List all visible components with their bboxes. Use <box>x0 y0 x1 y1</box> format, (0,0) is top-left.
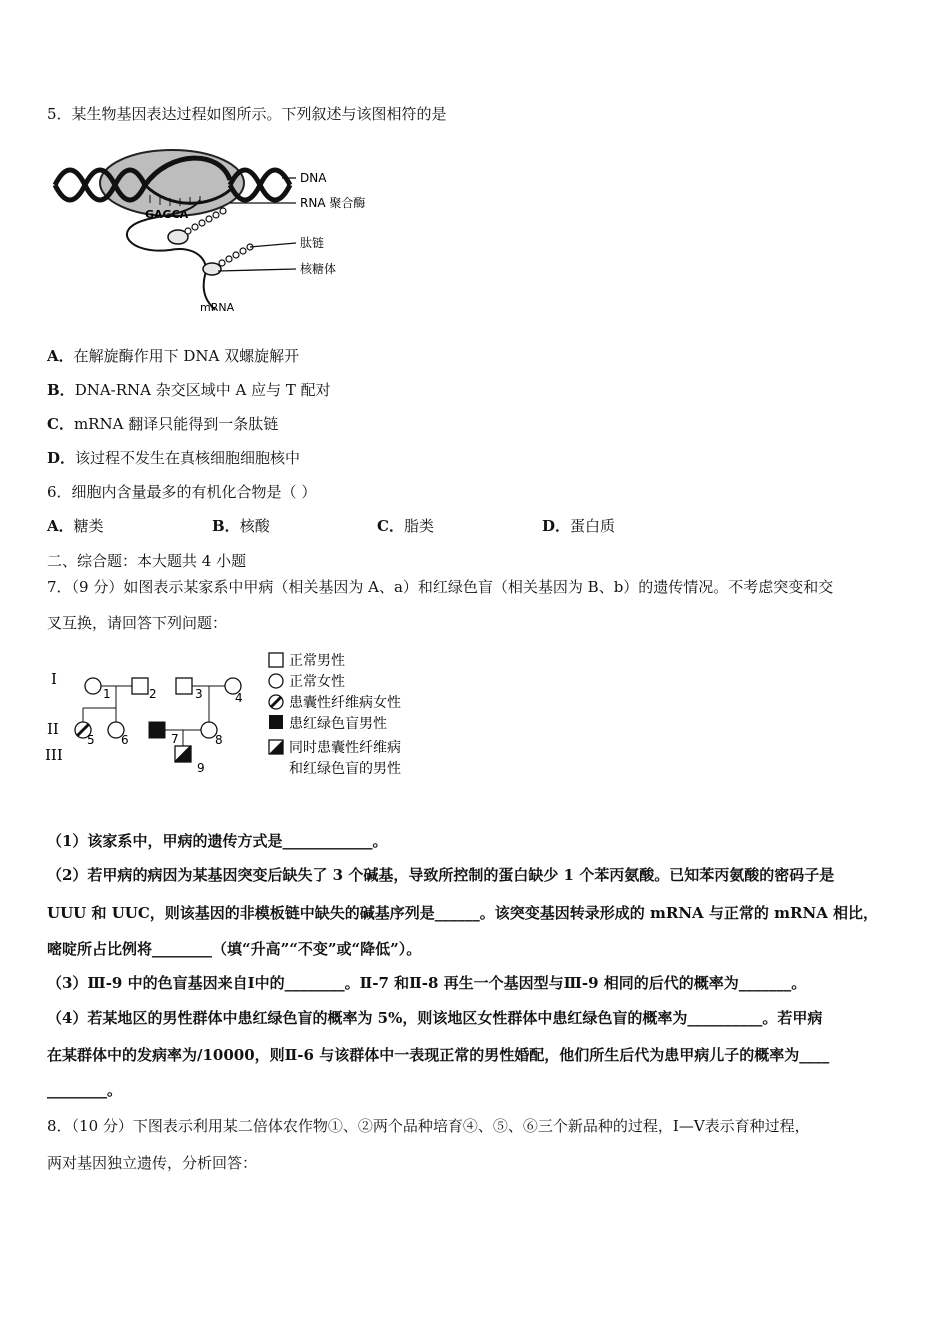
q7-sub2-line2: UUU 和 UUC，则该基因的非模板链中缺失的碱基序列是______。该突变基因转录形成的 mRNA 与正常的 mRNA 相比， <box>47 904 879 922</box>
gene-expression-figure <box>50 145 390 320</box>
person-2 <box>132 678 148 694</box>
label-mrna: mRNA <box>200 301 235 314</box>
q6-option-a[interactable]: A．糖类 <box>47 517 104 535</box>
id-1: 1 <box>103 687 111 701</box>
section2-heading: 二、综合题：本大题共 4 小题 <box>47 552 247 570</box>
label-rna-polymerase: RNA 聚合酶 <box>300 196 366 210</box>
legend-normal-female: 正常女性 <box>289 674 345 690</box>
q5-stem: 5．某生物基因表达过程如图所示。下列叙述与该图相符的是 <box>47 105 447 123</box>
q7-sub1: （1）该家系中，甲病的遗传方式是____________。 <box>47 832 388 850</box>
legend-normal-male-icon <box>269 653 283 667</box>
q8-stem-line2: 两对基因独立遗传，分析回答： <box>47 1154 258 1172</box>
q7-sub3: （3）Ⅲ-9 中的色盲基因来自Ⅰ中的________。Ⅱ-7 和Ⅱ-8 再生一个基因型与Ⅲ-9 相同的后代的概率为_______。 <box>47 974 807 992</box>
id-8: 8 <box>215 733 223 747</box>
person-1 <box>85 678 101 694</box>
peptide-chain-2 <box>219 244 253 266</box>
q5-option-d[interactable]: D．该过程不发生在真核细胞细胞核中 <box>47 449 301 467</box>
pedigree-figure <box>45 648 445 783</box>
q6-option-b[interactable]: B．核酸 <box>212 517 270 535</box>
id-4: 4 <box>235 691 243 705</box>
q7-sub2-line3: 嘧啶所占比例将________（填“升高”“不变”或“降低”）。 <box>47 940 422 958</box>
legend-normal-female-icon <box>269 674 283 688</box>
q6-option-c[interactable]: C．脂类 <box>377 517 434 535</box>
q5-option-a[interactable]: A．在解旋酶作用下 DNA 双螺旋解开 <box>47 347 300 365</box>
ribosome-2 <box>203 263 221 275</box>
label-ribosome: 核糖体 <box>300 262 337 276</box>
legend-colorblind-male-icon <box>269 715 283 729</box>
legend-cf-female: 患囊性纤维病女性 <box>289 695 401 711</box>
id-6: 6 <box>121 733 129 747</box>
q5-option-b[interactable]: B．DNA-RNA 杂交区域中 A 应与 T 配对 <box>47 381 331 399</box>
person-7 <box>149 722 165 738</box>
id-9: 9 <box>197 761 205 775</box>
q7-stem-line1: 7．（9 分）如图表示某家系中甲病（相关基因为 A、a）和红绿色盲（相关基因为 B、b）的遗传情况。不考虑突变和交 <box>47 578 834 596</box>
sequence-label: GAGCA <box>145 208 189 221</box>
gen-label-3: III <box>45 746 63 764</box>
q7-sub4-line1: （4）若某地区的男性群体中患红绿色盲的概率为 5%，则该地区女性群体中患红绿色盲的概率为__________。若甲病 <box>47 1009 823 1027</box>
q6-option-d[interactable]: D．蛋白质 <box>542 517 616 535</box>
gen-label-2: II <box>47 720 59 738</box>
legend-colorblind-male: 患红绿色盲男性 <box>289 716 387 732</box>
id-2: 2 <box>149 687 157 701</box>
q7-sub4-line2: 在某群体中的发病率为/10000，则Ⅱ-6 与该群体中一表现正常的男性婚配，他们所生后代为患甲病儿子的概率为____ <box>47 1046 830 1064</box>
q8-stem-line1: 8．（10 分）下图表示利用某二倍体农作物①、②两个品种培育④、⑤、⑥三个新品种的过程，Ⅰ—Ⅴ表示育种过程， <box>47 1117 810 1135</box>
legend-both-line1: 同时患囊性纤维病 <box>289 740 401 756</box>
label-dna: DNA <box>300 171 327 185</box>
q7-sub2-line1: （2）若甲病的病因为某基因突变后缺失了 3 个碱基，导致所控制的蛋白缺少 1 个苯丙氨酸。已知苯丙氨酸的密码子是 <box>47 866 835 884</box>
legend-both-line2: 和红绿色盲的男性 <box>289 761 401 777</box>
id-7: 7 <box>171 732 179 746</box>
q6-stem: 6．细胞内含量最多的有机化合物是（ ） <box>47 483 317 501</box>
person-3 <box>176 678 192 694</box>
id-3: 3 <box>195 687 203 701</box>
rna-polymerase-ellipse <box>100 150 244 216</box>
q5-option-c[interactable]: C．mRNA 翻译只能得到一条肽链 <box>47 415 279 433</box>
q7-stem-line2: 叉互换，请回答下列问题： <box>47 614 228 632</box>
label-peptide: 肽链 <box>300 236 325 250</box>
legend-normal-male: 正常男性 <box>289 653 345 669</box>
gen-label-1: I <box>51 670 57 688</box>
q7-sub4-line3: ________。 <box>47 1081 123 1099</box>
id-5: 5 <box>87 733 95 747</box>
